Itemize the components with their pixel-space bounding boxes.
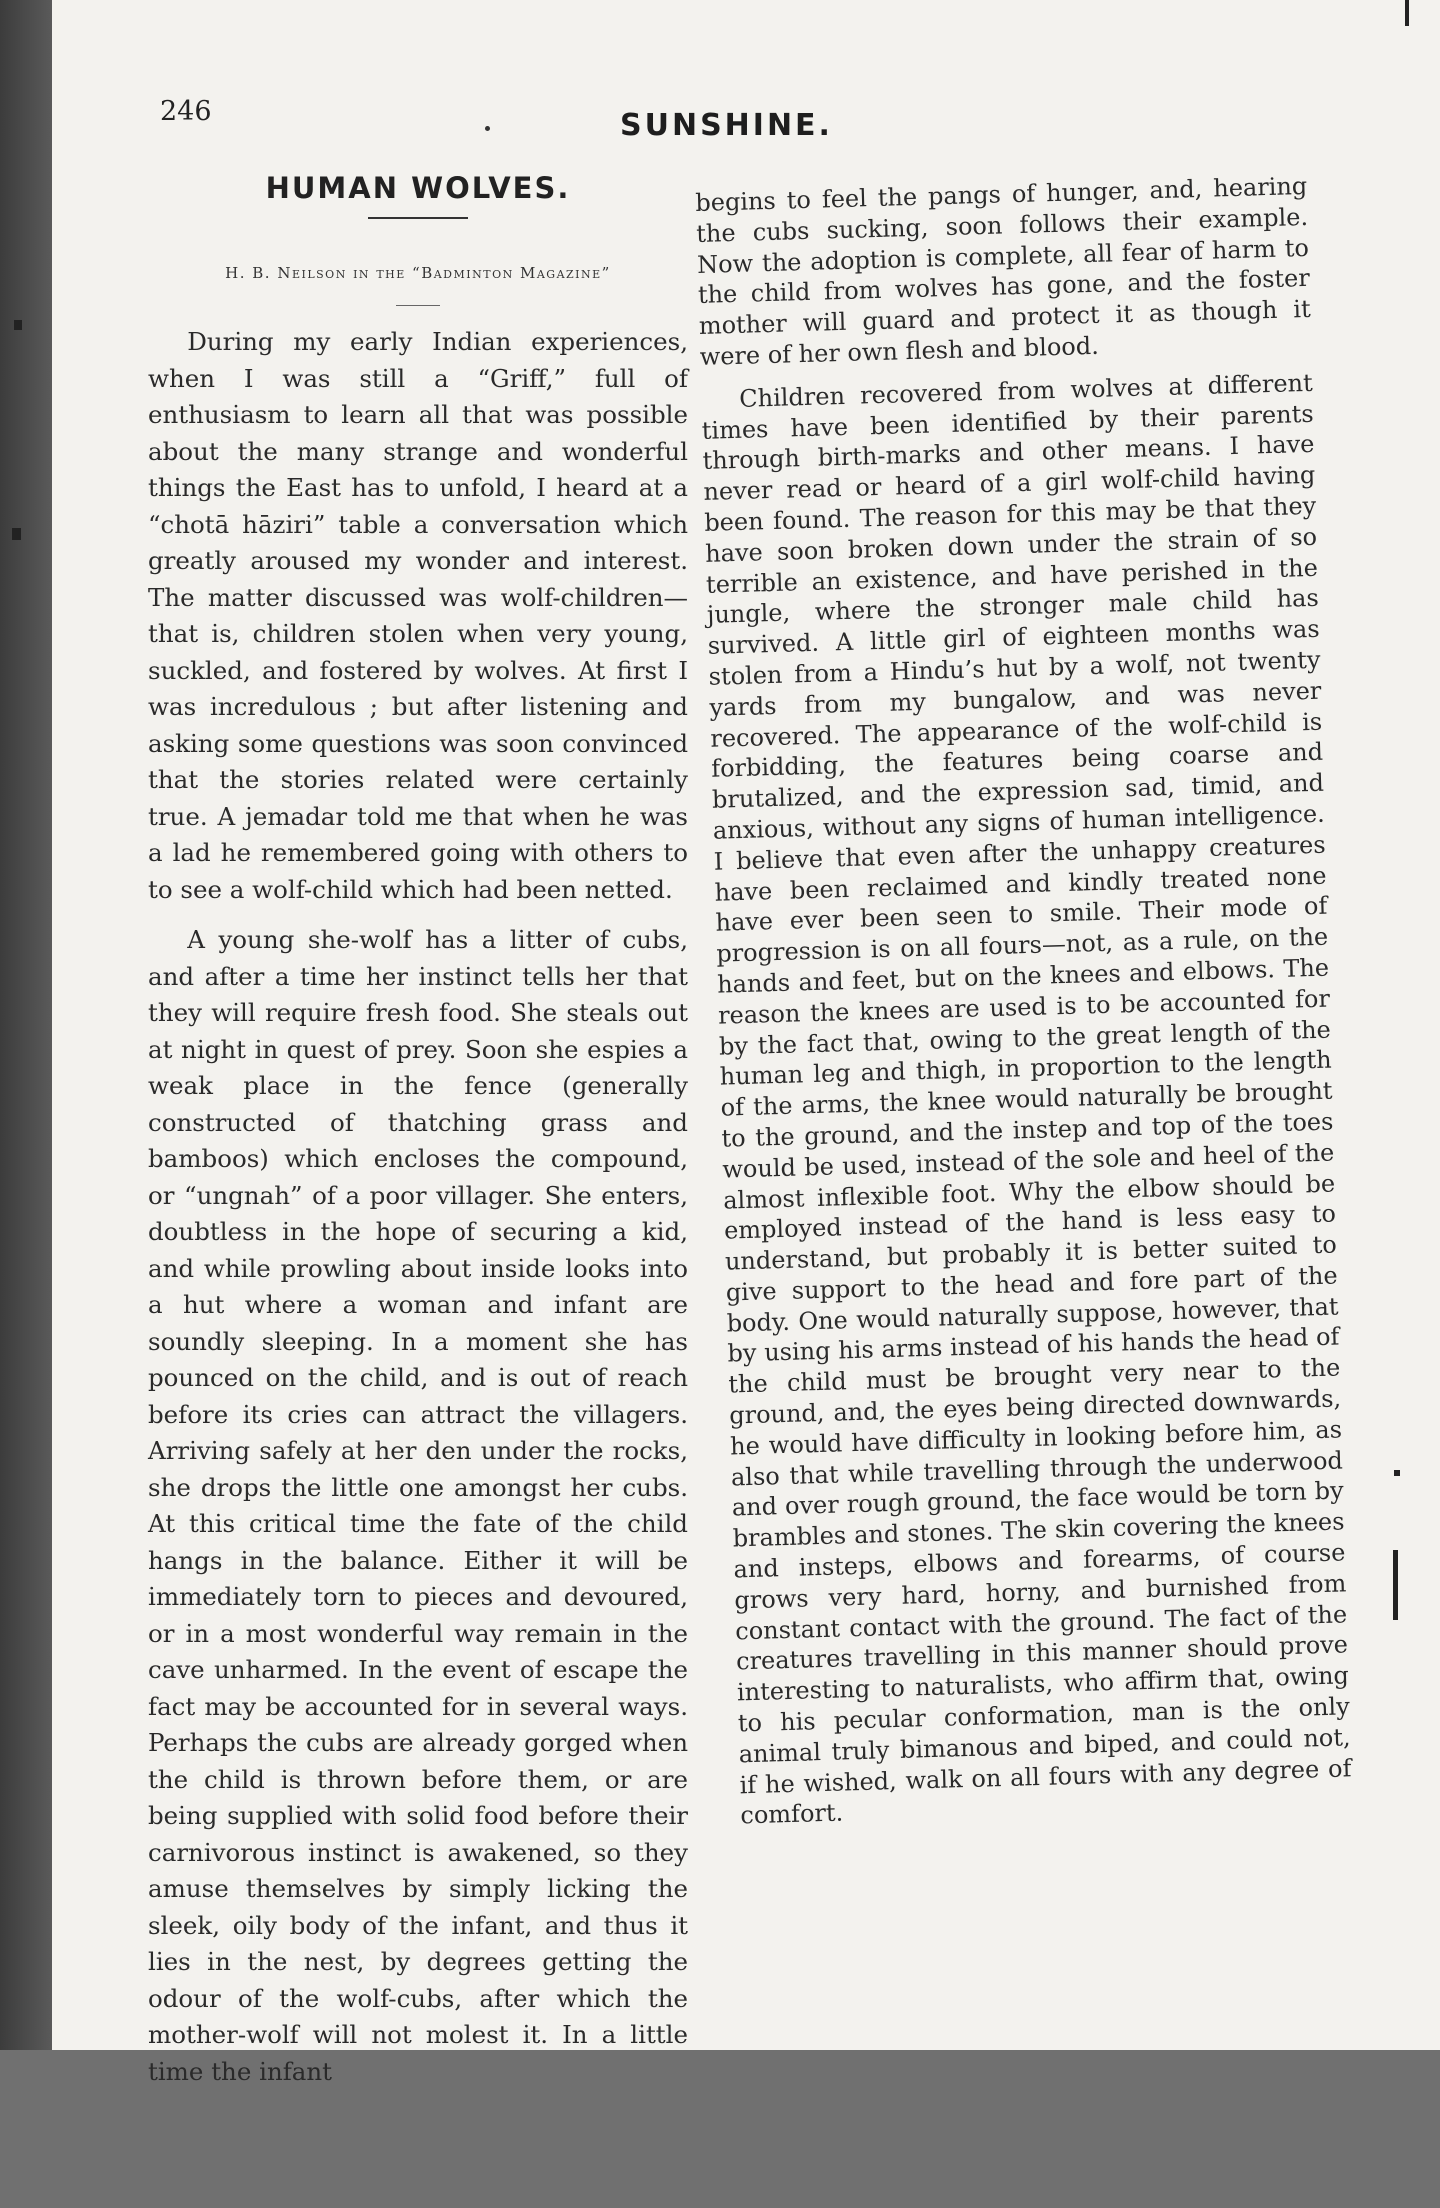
- left-column: [148, 170, 688, 2104]
- paragraph: During my early Indian experiences, when I was still a “Griff,” full of enthusiasm to learn all that was possible about the many strange and wonderful things the East has to unfold, I heard at a “chotā hāziri” table a conversation which greatly aroused my wonder and interest. The matter discussed was wolf-children—that is, children stolen when very young, suckled, and fostered by wolves. At first I was incredulous ; but after listening and asking some questions was soon convinced that the stories related were certainly true. A jemadar told me that when he was a lad he remembered going with others to to see a wolf-child which had been netted.: [148, 327, 688, 904]
- page-number: 246: [160, 96, 212, 127]
- byline-rule: [396, 305, 440, 306]
- scan-speck: [1393, 1550, 1398, 1620]
- paragraph: begins to feel the pangs of hunger, and, hearing the cubs sucking, soon follows their example. Now the adoption is complete, all fear of harm to the child from wolves has gone, and the foster mother will guard and protect it as though it were of her own flesh and blood.: [695, 171, 1312, 371]
- article-byline: H. B. Neilson in the “Badminton Magazine”: [225, 263, 611, 282]
- title-rule: [368, 217, 468, 219]
- scan-left-edge: [0, 0, 52, 2208]
- running-head: SUNSHINE.: [620, 108, 833, 143]
- right-column: [695, 171, 1353, 1844]
- paragraph: A young she-wolf has a litter of cubs, and after a time her instinct tells her that they will require fresh food. She steals out at night in quest of prey. Soon she espies a weak place in the fence (generally constructed of thatching grass and bamboos) which encloses the compound, or “ungnah” of a poor villager. She enters, doubtless in the hope of securing a kid, and while prowling about inside looks into a hut where a woman and infant are soundly sleeping. In a moment she has pounced on the child, and is out of reach before its cries can attract the villagers. Arriving safely at her den under the rocks, she drops the little one amongst her cubs. At this critical time the fate of the child hangs in the balance. Either it will be immediately torn to pieces and devoured, or in a most wonderful way remain in the cave unharmed. In the event of escape the fact may be accounted for in several ways. Perhaps the cubs are already gorged when the child is thrown before them, or are being supplied with solid food before their carnivorous instinct is awakened, so they amuse themselves by simply licking the sleek, oily body of the infant, and thus it lies in the nest, by degrees getting the odour of the wolf-cubs, after which the mother-wolf will not molest it. In a little time the infant: [148, 925, 688, 2086]
- article-title: HUMAN WOLVES.: [265, 171, 571, 205]
- paragraph: Children recovered from wolves at different times have been identified by their parents through birth-marks and other means. I have never read or heard of a girl wolf-child having been found. The reason for this may be that they have soon broken down under the strain of so terrible an existence, and have perished in the jungle, where the stronger male child has survived. A little girl of eighteen months was stolen from a Hindu’s hut by a wolf, not twenty yards from my bungalow, and was never recovered. The appearance of the wolf-child is forbidding, the features being coarse and brutalized, and the expression sad, timid, and anxious, without any signs of human intelligence. I believe that even after the unhappy creatures have been reclaimed and kindly treated none have ever been seen to smile. Their mode of progression is on all fours—not, as a rule, on the hands and feet, but on the knees and elbows. The reason the knees are used is to be accounted for by the fact that, owing to the great length of the human leg and thigh, in proportion to the length of the arms, the knee would naturally be brought to the ground, and the instep and top of the toes would be used, instead of the sole and heel of the almost inflexible foot. Why the elbow should be employed instead of the hand is less easy to understand, but probably it is better suited to give support to the head and fore part of the body. One would naturally suppose, however, that by using his arms instead of his hands the head of the child must be brought very near to the ground, and, the eyes being directed downwards, he would have difficulty in looking before him, as also that while travelling through the underwood and over rough ground, the face would be torn by brambles and stones. The skin covering the knees and insteps, elbows and forearms, of course grows very hard, horny, and burnished from constant contact with the ground. The fact of the creatures travelling in this manner should prove interesting to naturalists, who affirm that, owing to his pecular conformation, man is the only animal truly bimanous and biped, and could not, if he wished, walk on all fours with any degree of comfort.: [701, 368, 1352, 1830]
- scan-speck: [1405, 0, 1409, 26]
- scan-speck: [12, 528, 21, 540]
- header-dot: [485, 126, 490, 131]
- scan-speck: [14, 320, 22, 330]
- scan-speck: [1394, 1470, 1400, 1476]
